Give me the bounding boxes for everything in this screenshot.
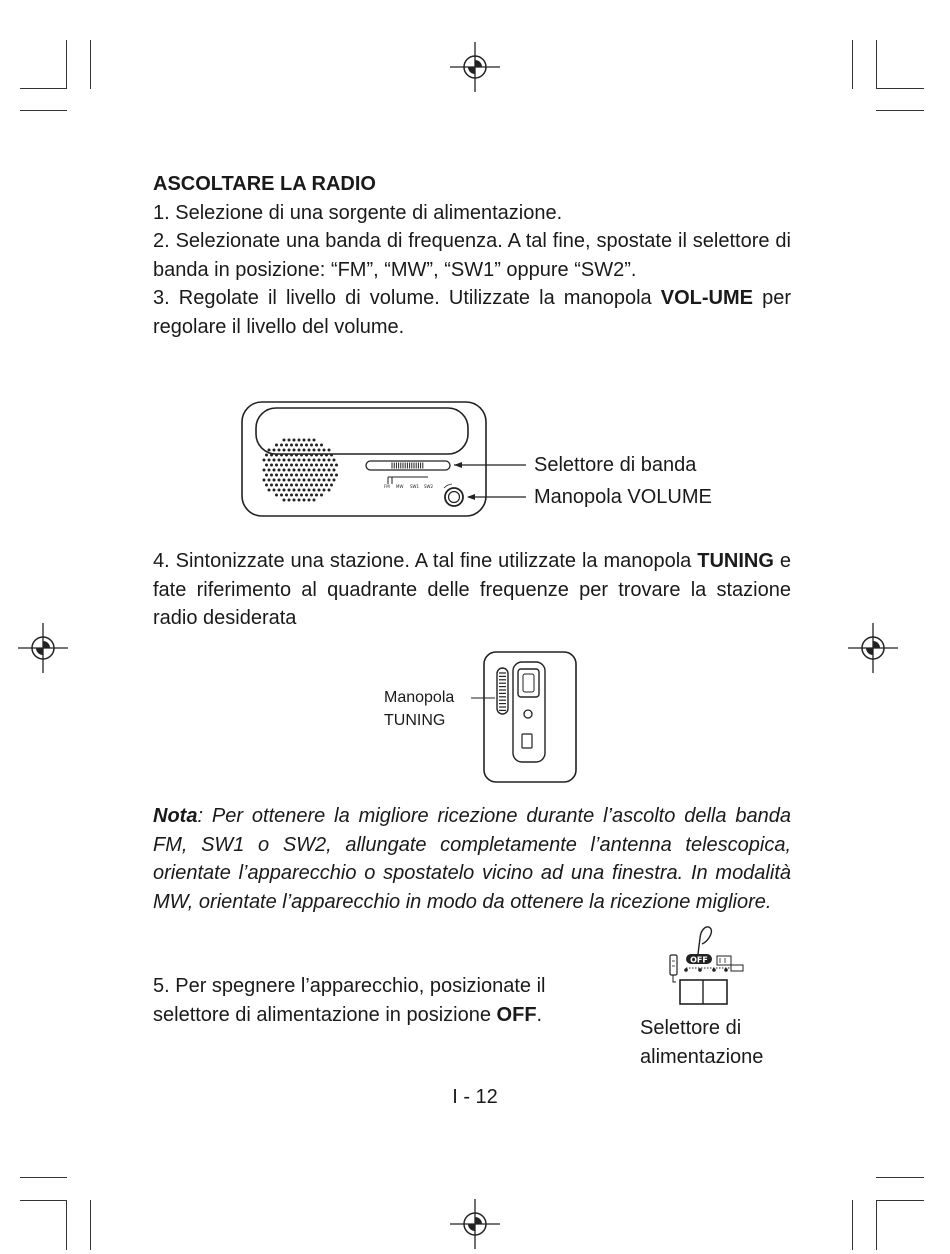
registration-mark-top xyxy=(450,42,500,92)
step-1: 1. Selezione di una sorgente di alimentazione. xyxy=(153,201,563,224)
step-3-text: 3. Regolate il livello di volume. Utilizzate la manopola xyxy=(153,287,661,309)
step-3-text-end: per regolare il livello del volume. xyxy=(153,287,791,338)
note-label: Nota xyxy=(153,805,198,827)
step-4-text-end: e fate riferimento al quadrante delle frequenze per trovare la stazione radio desiderata xyxy=(153,550,791,629)
page-number: I - 12 xyxy=(452,1086,498,1108)
off-mark: OFF xyxy=(690,955,708,965)
band-selector-label: Selettore di banda xyxy=(534,454,697,476)
step-5 xyxy=(153,972,563,1029)
intro-section xyxy=(153,170,791,341)
band-mark-fm: FM xyxy=(384,484,390,489)
step-4-tuning-term: TUNING xyxy=(697,550,774,572)
registration-mark-right xyxy=(848,623,898,673)
step-5-text-end: . xyxy=(536,1003,543,1026)
band-mark-sw1: SW1 xyxy=(410,484,420,489)
radio-front-illustration xyxy=(238,398,538,520)
power-selector-label-line2: alimentazione xyxy=(640,1046,764,1068)
band-mark-mw: MW xyxy=(396,484,404,489)
band-mark-sw2: SW2 xyxy=(424,484,434,489)
step-4-text: 4. Sintonizzate una stazione. A tal fine utilizzate la manopola xyxy=(153,550,698,572)
step-4 xyxy=(153,547,791,633)
registration-mark-left xyxy=(18,623,68,673)
step-5-text: 5. Per spegnere l’apparecchio, posizionate il selettore di alimentazione in posizione xyxy=(153,975,546,1026)
tuning-knob-illustration xyxy=(466,648,580,788)
section-heading: ASCOLTARE LA RADIO xyxy=(153,173,376,195)
registration-mark-bottom xyxy=(450,1199,500,1249)
step-3 xyxy=(153,284,791,341)
hand-crank-icon xyxy=(698,927,711,954)
tuning-label-line1: Manopola xyxy=(384,689,455,706)
power-selector-illustration xyxy=(664,918,748,1008)
note-paragraph xyxy=(153,802,791,916)
step-3-volume-term: VOL-UME xyxy=(660,287,753,309)
step-2: 2. Selezionate una banda di frequenza. A tal fine, spostate il selettore di banda in posizione: “FM”, “MW”, “SW1” oppure “SW2”. xyxy=(153,230,791,281)
volume-knob-label: Manopola VOLUME xyxy=(534,486,712,508)
power-selector-label-line1: Selettore di xyxy=(640,1017,742,1039)
step-5-off-term: OFF xyxy=(496,1003,537,1026)
tuning-label-line2: TUNING xyxy=(384,712,446,729)
note-text: : Per ottenere la migliore ricezione durante l’ascolto della banda FM, SW1 o SW2, allungate completamente l’antenna telescopica, orientate l’apparecchio o spostatelo vicino ad una finestra. In modalità MW, orientate l’apparecchio in modo da ottenere la ricezione migliore. xyxy=(153,805,791,913)
